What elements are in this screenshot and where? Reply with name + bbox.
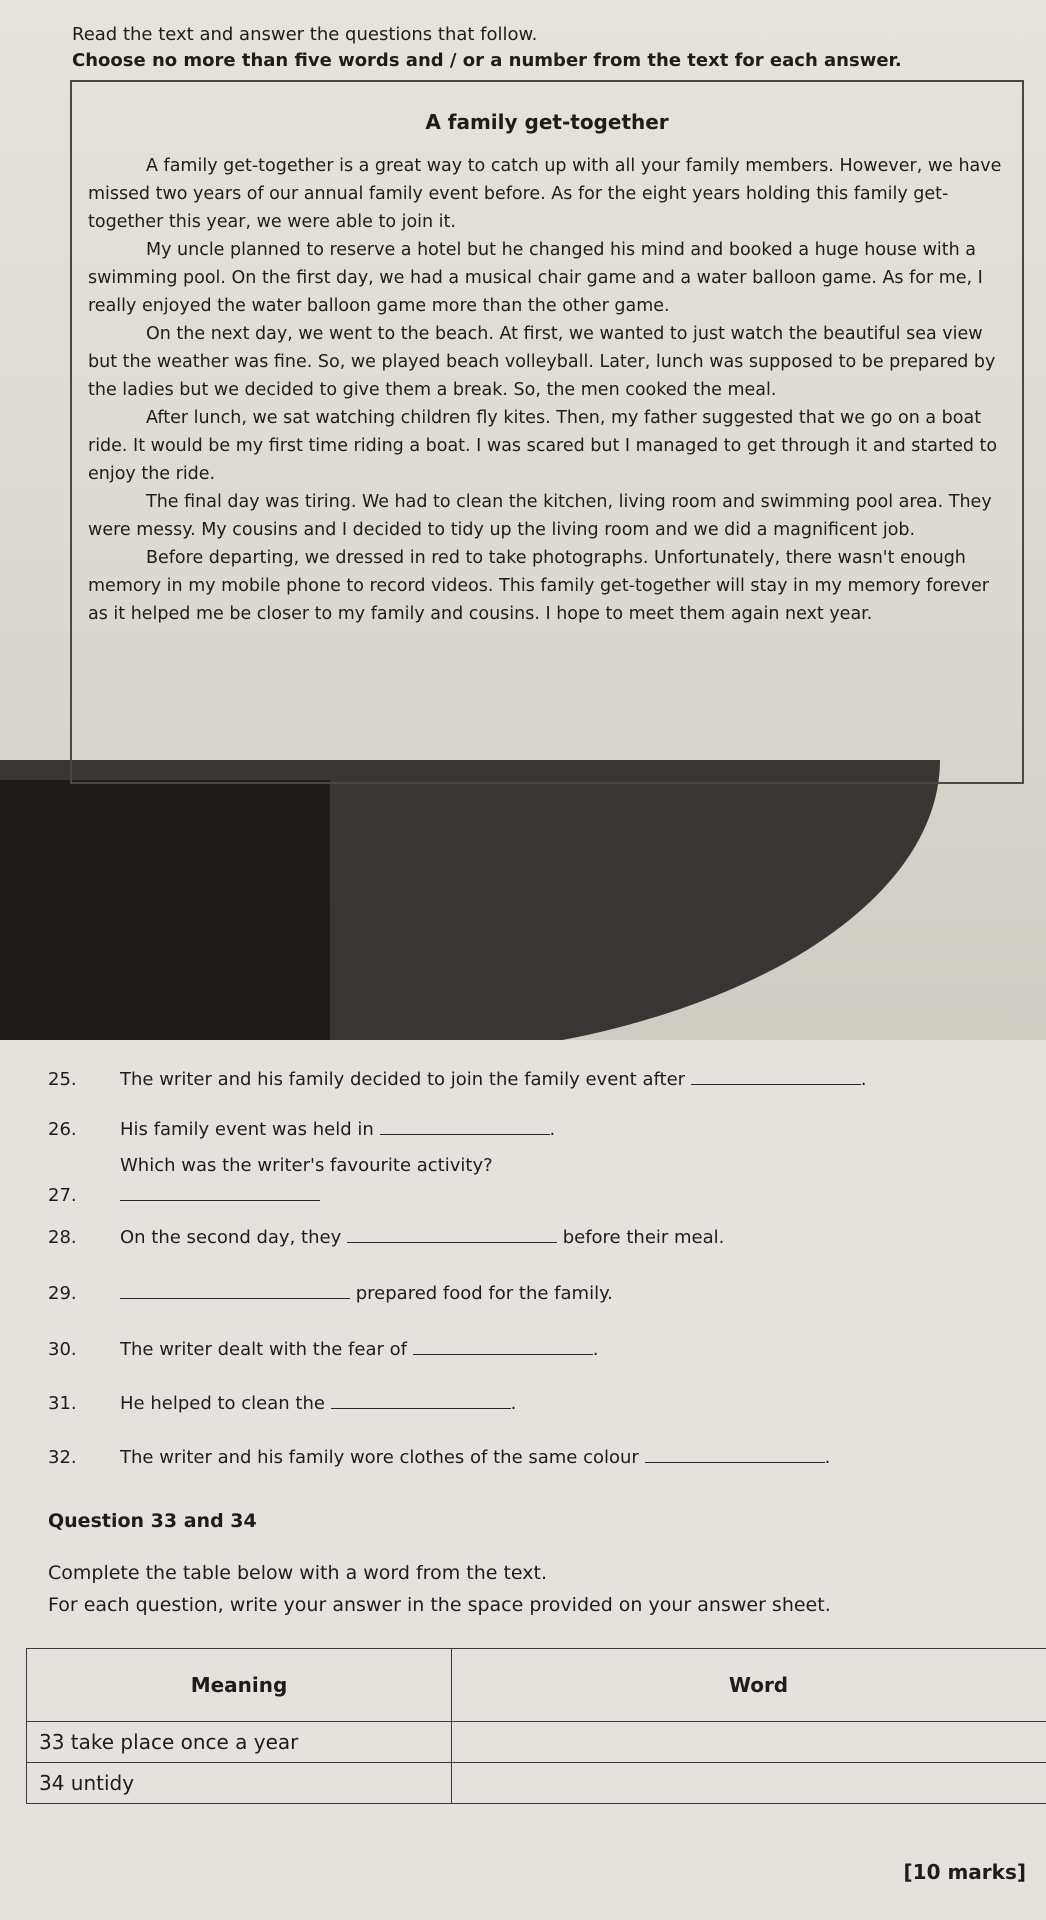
table-row <box>27 1763 1046 1804</box>
answer-blank[interactable] <box>691 1066 861 1085</box>
question-text-end: . <box>824 1447 831 1468</box>
question-text: He helped to clean the <box>120 1393 325 1414</box>
passage-title: A family get-together <box>425 110 669 134</box>
question-28 <box>48 1224 724 1250</box>
table-header-row <box>27 1649 1046 1722</box>
paragraph: A family get-together is a great way to catch up with all your family members. However, we have missed two years of our annual family event before. As for the eight years holding this family get-together this year, we were able to join it. <box>88 156 1002 232</box>
question-31 <box>48 1390 516 1416</box>
question-number: 29. <box>48 1283 77 1304</box>
marks-label: [10 marks] <box>903 1860 1026 1884</box>
table-row <box>27 1722 1046 1763</box>
question-text-end: . <box>510 1393 517 1414</box>
question-number: 32. <box>48 1447 77 1468</box>
header-meaning: Meaning <box>27 1649 452 1722</box>
question-26 <box>48 1116 555 1142</box>
question-text: Which was the writer's favourite activity? <box>120 1155 493 1176</box>
question-text-end: before their meal. <box>562 1227 725 1248</box>
section-heading: Question 33 and 34 <box>48 1510 257 1532</box>
answer-blank[interactable] <box>331 1390 511 1409</box>
paragraph: My uncle planned to reserve a hotel but he changed his mind and booked a huge house with a swimming pool. On the first day, we had a musical chair game and a water balloon game. As for me, I really enjoyed the water balloon game more than the other game. <box>88 240 983 316</box>
question-text: The writer and his family wore clothes of the same colour <box>120 1447 639 1468</box>
question-text: The writer and his family decided to join the family event after <box>120 1069 686 1090</box>
question-27 <box>48 1154 493 1208</box>
instruction-line-1: Read the text and answer the questions that follow. <box>72 24 538 45</box>
question-number: 26. <box>48 1119 77 1140</box>
question-text: The writer dealt with the fear of <box>120 1339 407 1360</box>
section-instruction-2: For each question, write your answer in the space provided on your answer sheet. <box>48 1594 831 1616</box>
photo-shadow-left <box>0 780 330 1080</box>
question-number: 31. <box>48 1393 77 1414</box>
answer-blank[interactable] <box>120 1280 350 1299</box>
meaning-cell: 34 untidy <box>27 1763 452 1804</box>
question-text-end: prepared food for the family. <box>355 1283 613 1304</box>
paragraph: Before departing, we dressed in red to take photographs. Unfortunately, there wasn't enough memory in my mobile phone to record videos. This family get-together will stay in my memory forever as it helped me be closer to my family and cousins. I hope to meet them again next year. <box>88 548 989 624</box>
question-text: On the second day, they <box>120 1227 342 1248</box>
answer-blank[interactable] <box>413 1336 593 1355</box>
passage-text <box>88 152 1004 628</box>
answer-blank[interactable] <box>380 1116 550 1135</box>
question-32 <box>48 1444 830 1470</box>
vocabulary-table <box>26 1648 1046 1804</box>
answer-blank[interactable] <box>120 1182 320 1201</box>
question-30 <box>48 1336 598 1362</box>
question-number: 27. <box>48 1185 77 1206</box>
header-word: Word <box>452 1649 1046 1722</box>
instruction-line-2: Choose no more than five words and / or a number from the text for each answer. <box>72 50 902 71</box>
question-25 <box>48 1066 867 1092</box>
answer-blank[interactable] <box>347 1224 557 1243</box>
question-text-end: . <box>860 1069 867 1090</box>
paragraph: After lunch, we sat watching children fly kites. Then, my father suggested that we go on a boat ride. It would be my first time riding a boat. I was scared but I managed to get through it and started to enjoy the ride. <box>88 408 998 484</box>
paragraph: The final day was tiring. We had to clean the kitchen, living room and swimming pool area. They were messy. My cousins and I decided to tidy up the living room and we did a magnificent job. <box>88 492 992 540</box>
passage-box <box>70 80 1024 784</box>
word-answer-cell[interactable] <box>452 1763 1046 1804</box>
question-text-end: . <box>549 1119 556 1140</box>
meaning-cell: 33 take place once a year <box>27 1722 452 1763</box>
question-text: His family event was held in <box>120 1119 374 1140</box>
question-number: 28. <box>48 1227 77 1248</box>
question-29 <box>48 1280 613 1306</box>
question-number: 25. <box>48 1069 77 1090</box>
section-instruction-1: Complete the table below with a word from the text. <box>48 1562 548 1584</box>
answer-blank[interactable] <box>645 1444 825 1463</box>
word-answer-cell[interactable] <box>452 1722 1046 1763</box>
question-text-end: . <box>592 1339 599 1360</box>
paragraph: On the next day, we went to the beach. At first, we wanted to just watch the beautiful sea view but the weather was fine. So, we played beach volleyball. Later, lunch was supposed to be prepared by the ladies but we decided to give them a break. So, the men cooked the meal. <box>88 324 996 400</box>
question-number: 30. <box>48 1339 77 1360</box>
